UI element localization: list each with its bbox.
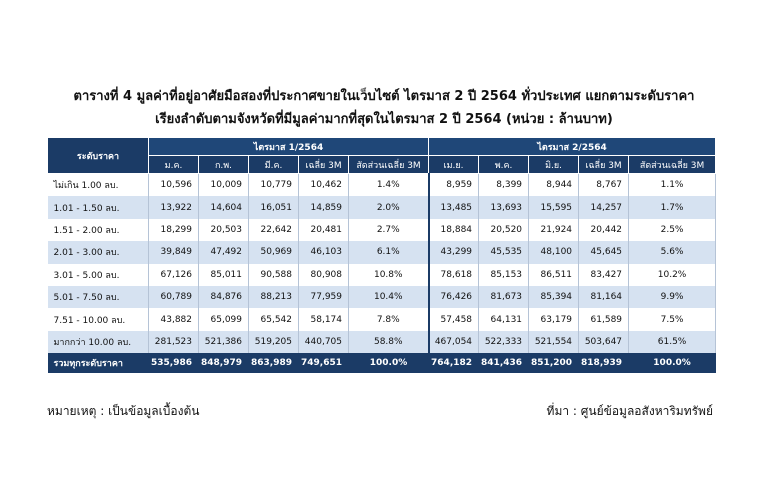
cell-value: 521,554 bbox=[529, 331, 579, 353]
table-row bbox=[48, 264, 716, 286]
cell-value: 10,009 bbox=[199, 174, 249, 197]
source-note: ที่มา : ศูนย์ข้อมูลอสังหาริมทรัพย์ bbox=[546, 404, 713, 418]
table-row bbox=[48, 219, 716, 241]
cell-value: 2.0% bbox=[349, 196, 429, 218]
row-label: ไม่เกิน 1.00 ลบ. bbox=[48, 174, 149, 197]
cell-value: 8,959 bbox=[429, 174, 479, 197]
cell-value: 15,595 bbox=[529, 196, 579, 218]
cell-value: 61.5% bbox=[629, 331, 716, 353]
cell-value: 503,647 bbox=[579, 331, 629, 353]
cell-value: 521,386 bbox=[199, 331, 249, 353]
q2-header: ไตรมาส 2/2564 bbox=[429, 138, 716, 156]
cell-value: 281,523 bbox=[149, 331, 199, 353]
cell-value: 13,693 bbox=[479, 196, 529, 218]
cell-value: 80,908 bbox=[299, 264, 349, 286]
cell-value: 522,333 bbox=[479, 331, 529, 353]
cell-value: 20,503 bbox=[199, 219, 249, 241]
row-label: 7.51 - 10.00 ลบ. bbox=[48, 308, 149, 330]
cell-value: 45,645 bbox=[579, 241, 629, 263]
cell-value: 47,492 bbox=[199, 241, 249, 263]
cell-value: 841,436 bbox=[479, 353, 529, 373]
column-header: ม.ค. bbox=[149, 156, 199, 174]
cell-value: 8,944 bbox=[529, 174, 579, 197]
cell-value: 764,182 bbox=[429, 353, 479, 373]
cell-value: 2.7% bbox=[349, 219, 429, 241]
cell-value: 85,394 bbox=[529, 286, 579, 308]
cell-value: 1.7% bbox=[629, 196, 716, 218]
cell-value: 848,979 bbox=[199, 353, 249, 373]
column-header: พ.ค. bbox=[479, 156, 529, 174]
cell-value: 467,054 bbox=[429, 331, 479, 353]
cell-value: 1.4% bbox=[349, 174, 429, 197]
table-row bbox=[48, 308, 716, 330]
q1-header: ไตรมาส 1/2564 bbox=[149, 138, 429, 156]
cell-value: 440,705 bbox=[299, 331, 349, 353]
cell-value: 851,200 bbox=[529, 353, 579, 373]
cell-value: 58,174 bbox=[299, 308, 349, 330]
range-header: ระดับราคา bbox=[48, 138, 149, 174]
cell-value: 60,789 bbox=[149, 286, 199, 308]
row-label: 5.01 - 7.50 ลบ. bbox=[48, 286, 149, 308]
cell-value: 2.5% bbox=[629, 219, 716, 241]
row-label: 3.01 - 5.00 ลบ. bbox=[48, 264, 149, 286]
table-row bbox=[48, 331, 716, 353]
cell-value: 61,589 bbox=[579, 308, 629, 330]
cell-value: 863,989 bbox=[249, 353, 299, 373]
cell-value: 65,542 bbox=[249, 308, 299, 330]
cell-value: 10,779 bbox=[249, 174, 299, 197]
cell-value: 6.1% bbox=[349, 241, 429, 263]
cell-value: 100.0% bbox=[349, 353, 429, 373]
cell-value: 535,986 bbox=[149, 353, 199, 373]
cell-value: 76,426 bbox=[429, 286, 479, 308]
cell-value: 45,535 bbox=[479, 241, 529, 263]
cell-value: 818,939 bbox=[579, 353, 629, 373]
total-row bbox=[48, 353, 716, 373]
cell-value: 65,099 bbox=[199, 308, 249, 330]
cell-value: 7.8% bbox=[349, 308, 429, 330]
cell-value: 5.6% bbox=[629, 241, 716, 263]
cell-value: 519,205 bbox=[249, 331, 299, 353]
column-header: เฉลี่ย 3M bbox=[299, 156, 349, 174]
cell-value: 64,131 bbox=[479, 308, 529, 330]
table-row bbox=[48, 241, 716, 263]
cell-value: 13,485 bbox=[429, 196, 479, 218]
cell-value: 14,859 bbox=[299, 196, 349, 218]
cell-value: 86,511 bbox=[529, 264, 579, 286]
cell-value: 10.2% bbox=[629, 264, 716, 286]
column-header: เฉลี่ย 3M bbox=[579, 156, 629, 174]
cell-value: 43,882 bbox=[149, 308, 199, 330]
cell-value: 14,604 bbox=[199, 196, 249, 218]
cell-value: 43,299 bbox=[429, 241, 479, 263]
cell-value: 85,153 bbox=[479, 264, 529, 286]
cell-value: 20,481 bbox=[299, 219, 349, 241]
cell-value: 18,884 bbox=[429, 219, 479, 241]
table-title-line-2: เรียงลำดับตามจังหวัดที่มีมูลค่ามากที่สุดในไตรมาส 2 ปี 2564 (หน่วย : ล้านบาท) bbox=[155, 112, 613, 127]
cell-value: 90,588 bbox=[249, 264, 299, 286]
cell-value: 18,299 bbox=[149, 219, 199, 241]
cell-value: 77,959 bbox=[299, 286, 349, 308]
table-row bbox=[48, 196, 716, 218]
cell-value: 10,462 bbox=[299, 174, 349, 197]
column-header: สัดส่วนเฉลี่ย 3M bbox=[629, 156, 716, 174]
cell-value: 81,164 bbox=[579, 286, 629, 308]
cell-value: 13,922 bbox=[149, 196, 199, 218]
table-row bbox=[48, 174, 716, 197]
cell-value: 22,642 bbox=[249, 219, 299, 241]
table-body bbox=[48, 174, 716, 374]
cell-value: 8,767 bbox=[579, 174, 629, 197]
cell-value: 58.8% bbox=[349, 331, 429, 353]
cell-value: 85,011 bbox=[199, 264, 249, 286]
cell-value: 14,257 bbox=[579, 196, 629, 218]
cell-value: 20,442 bbox=[579, 219, 629, 241]
cell-value: 83,427 bbox=[579, 264, 629, 286]
cell-value: 57,458 bbox=[429, 308, 479, 330]
cell-value: 1.1% bbox=[629, 174, 716, 197]
cell-value: 21,924 bbox=[529, 219, 579, 241]
cell-value: 48,100 bbox=[529, 241, 579, 263]
cell-value: 100.0% bbox=[629, 353, 716, 373]
cell-value: 10.8% bbox=[349, 264, 429, 286]
table-title-line-1: ตารางที่ 4 มูลค่าที่อยู่อาศัยมือสองที่ประกาศขายในเว็บไซต์ ไตรมาส 2 ปี 2564 ทั่วประเทศ แยกตามระดับราคา bbox=[73, 89, 695, 104]
cell-value: 7.5% bbox=[629, 308, 716, 330]
footnote: หมายเหตุ : เป็นข้อมูลเบื้องต้น bbox=[47, 404, 200, 418]
cell-value: 16,051 bbox=[249, 196, 299, 218]
cell-value: 81,673 bbox=[479, 286, 529, 308]
column-header: มิ.ย. bbox=[529, 156, 579, 174]
cell-value: 88,213 bbox=[249, 286, 299, 308]
cell-value: 8,399 bbox=[479, 174, 529, 197]
column-header: มี.ค. bbox=[249, 156, 299, 174]
column-header: สัดส่วนเฉลี่ย 3M bbox=[349, 156, 429, 174]
column-header: เม.ย. bbox=[429, 156, 479, 174]
column-header: ก.พ. bbox=[199, 156, 249, 174]
row-label: 2.01 - 3.00 ลบ. bbox=[48, 241, 149, 263]
column-header-row bbox=[48, 156, 716, 174]
cell-value: 84,876 bbox=[199, 286, 249, 308]
cell-value: 9.9% bbox=[629, 286, 716, 308]
row-label: 1.51 - 2.00 ลบ. bbox=[48, 219, 149, 241]
table-row bbox=[48, 286, 716, 308]
cell-value: 63,179 bbox=[529, 308, 579, 330]
price-range-table bbox=[47, 137, 716, 373]
cell-value: 749,651 bbox=[299, 353, 349, 373]
cell-value: 67,126 bbox=[149, 264, 199, 286]
cell-value: 10.4% bbox=[349, 286, 429, 308]
cell-value: 50,969 bbox=[249, 241, 299, 263]
cell-value: 10,596 bbox=[149, 174, 199, 197]
cell-value: 78,618 bbox=[429, 264, 479, 286]
cell-value: 20,520 bbox=[479, 219, 529, 241]
cell-value: 46,103 bbox=[299, 241, 349, 263]
row-label: 1.01 - 1.50 ลบ. bbox=[48, 196, 149, 218]
cell-value: 39,849 bbox=[149, 241, 199, 263]
row-label: มากกว่า 10.00 ลบ. bbox=[48, 331, 149, 353]
row-label: รวมทุกระดับราคา bbox=[48, 353, 149, 373]
